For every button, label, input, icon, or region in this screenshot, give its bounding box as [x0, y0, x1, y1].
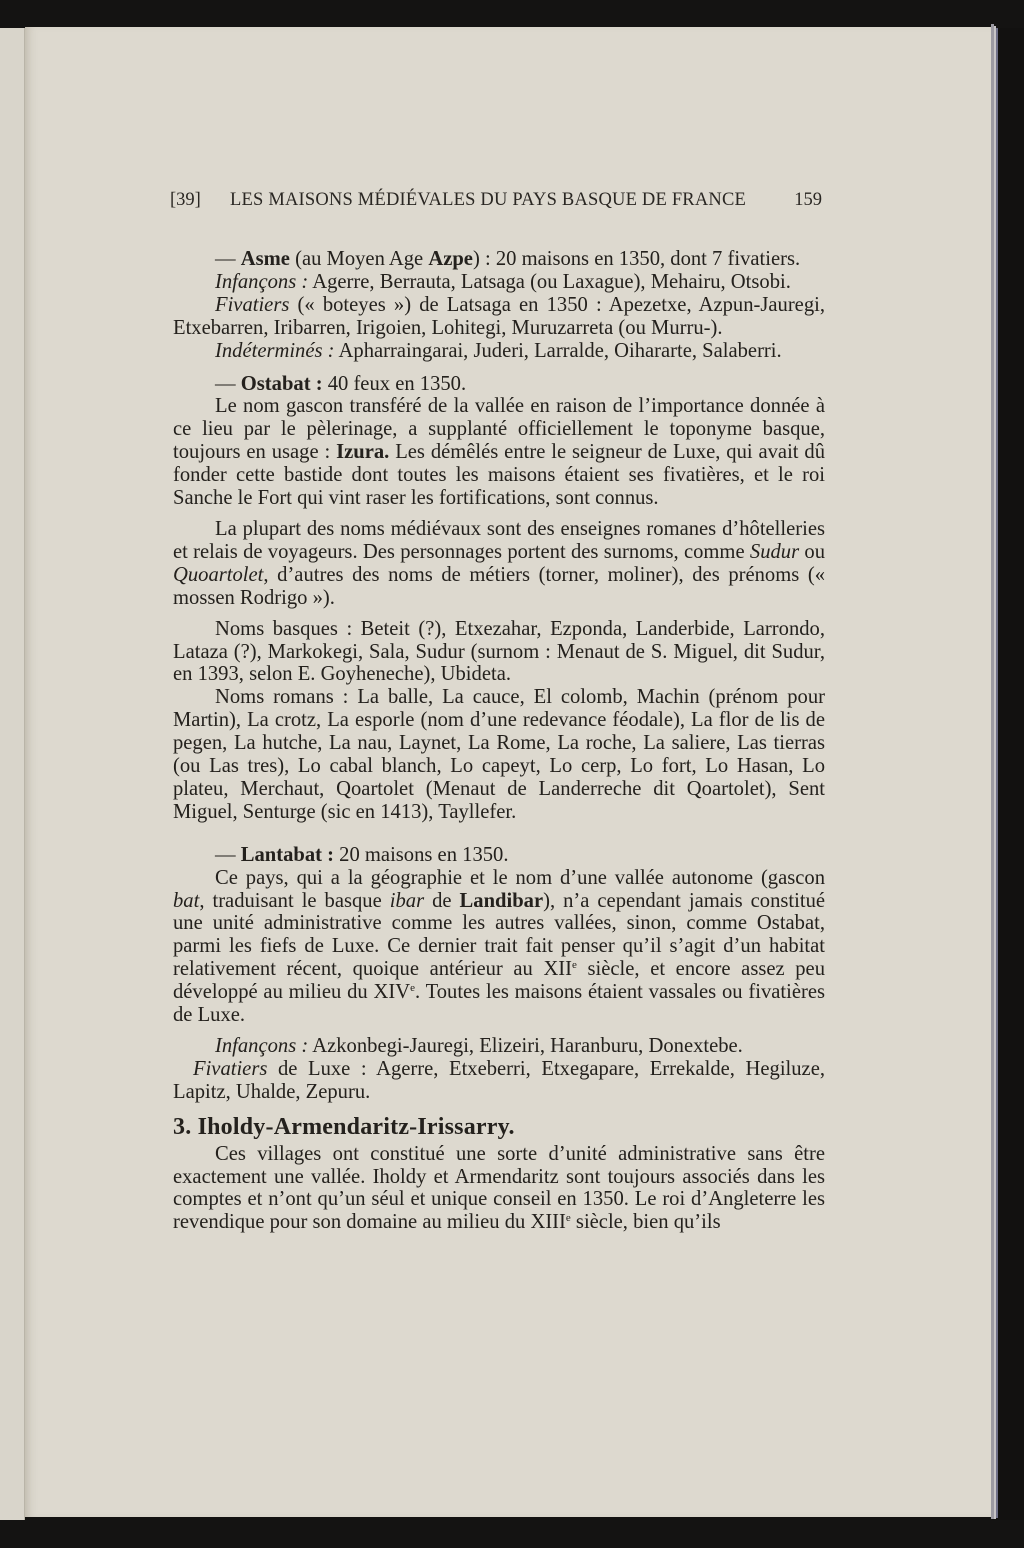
running-header: [170, 190, 822, 214]
body-text: [173, 248, 825, 1234]
category-label: Fivatiers: [193, 1057, 268, 1080]
ostabat-romance-names: Noms romans : La balle, La cauce, El colomb, Machin (prénom pour Martin), La crotz, La esporle (nom d’une redevance féodale), La flor de lis de pegen, La hutche, La nau, Laynet, La Rome, La roche, La saliere, Las tierras (ou Las tres), Lo cabal blanch, Lo capeyt, Lo cerp, Lo fort, Lo Hasan, Lo plateu, Merchaut, Qoartolet (Menaut de Landerreche dit Qoartolet), Sent Miguel, Senturge (sic en 1413), Tayllefer.: [173, 686, 825, 823]
lantabat-fivatiers: Fivatiers de Luxe : Agerre, Etxeberri, Etxegapare, Errekalde, Hegiluze, Lapitz, Uhalde, Zepuru.: [173, 1057, 825, 1103]
place-name: Lantabat :: [240, 843, 335, 866]
ostabat-basque-names: Noms basques : Beteit (?), Etxezahar, Ezponda, Landerbide, Larrondo, Lataza (?), Markokegi, Sala, Sudur (surnom : Menaut de S. Miguel, dit Sudur, en 1393, selon E. Goyheneche), Ubideta.: [173, 617, 825, 686]
page-number: 159: [794, 190, 822, 210]
lantabat-paragraph-1: Ce pays, qui a la géographie et le nom d’une vallée autonome (gascon bat, traduisant le basque ibar de Landibar), n’a cependant jamais constitué une unité administrative comme les autres vallées, sinon, comme Ostabat, parmi les fiefs de Luxe. Ce dernier trait fait penser qu’il s’agit d’un habitat relativement récent, quoique antérieur au XIIe siècle, et encore assez peu développé au milieu du XIVe. Toutes les maisons étaient vassales ou fivatières de Luxe.: [173, 866, 826, 1027]
category-label: Fivatiers: [215, 293, 290, 316]
running-title: LES MAISONS MÉDIÉVALES DU PAYS BASQUE DE FRANCE: [230, 190, 747, 210]
lantabat-infancons: Infançons : Azkonbegi-Jauregi, Elizeiri, Haranburu, Donextebe.: [215, 1035, 743, 1057]
facing-page-edge: [0, 28, 25, 1520]
asme-infancons: Infançons : Agerre, Berrauta, Latsaga (ou Laxague), Mehairu, Otsobi.: [215, 270, 791, 293]
place-name: Asme: [240, 248, 290, 270]
category-label: Infançons :: [215, 1035, 309, 1057]
section3-paragraph-1: Ces villages ont constitué une sorte d’unité administrative sans être exactement une vallée. Iholdy et Armendaritz sont toujours associés dans les comptes et n’ont qu’un séul et unique conseil en 1350. Le roi d’Angleterre les revendique pour son domaine au milieu du XIIIe siècle, bien qu’ils: [173, 1142, 825, 1234]
section-heading: 3. Iholdy-Armendaritz-Irissarry.: [173, 1113, 515, 1140]
entry-lantabat: — Lantabat : 20 maisons en 1350.: [215, 843, 509, 866]
old-name: Azpe: [428, 248, 473, 270]
asme-fivatiers: Fivatiers (« boteyes ») de Latsaga en 1350 : Apezetxe, Azpun-Jauregi, Etxebarren, Iribarren, Irigoien, Lohitegi, Muruzarreta (ou Murru-).: [173, 293, 825, 339]
folio-bracket: [39]: [170, 190, 201, 210]
ostabat-paragraph-1: Le nom gascon transféré de la vallée en raison de l’importance donnée à ce lieu par le pèlerinage, a supplanté officiellement le toponyme basque, toujours en usage : Izura. Les démêlés entre le seigneur de Luxe, qui avait dû fonder cette bastide dont toutes les maisons étaient ses fivatières, et le roi Sanche le Fort qui vint raser les fortifications, sont connus.: [173, 395, 825, 510]
asme-indetermines: Indéterminés : Apharraingarai, Juderi, Larralde, Oihararte, Salaberri.: [215, 339, 782, 362]
category-label: Infançons :: [215, 270, 309, 293]
entry-asme: — Asme (au Moyen Age Azpe) : 20 maisons en 1350, dont 7 fivatiers.: [215, 248, 801, 270]
scan-background-top: [0, 0, 1024, 28]
ostabat-paragraph-2: La plupart des noms médiévaux sont des enseignes romanes d’hôtelleries et relais de voyageurs. Des personnages portent des surnoms, comme Sudur ou Quoartolet, d’autres des noms de métiers (torner, moliner), des prénoms (« mossen Rodrigo »).: [173, 517, 825, 609]
category-label: Indéterminés :: [215, 339, 335, 362]
page-stack-edge: [996, 28, 998, 1518]
place-name: Ostabat :: [240, 372, 323, 395]
entry-ostabat: — Ostabat : 40 feux en 1350.: [215, 372, 467, 395]
basque-name: Izura.: [336, 441, 390, 464]
scan-background-bottom: [0, 1520, 1024, 1548]
